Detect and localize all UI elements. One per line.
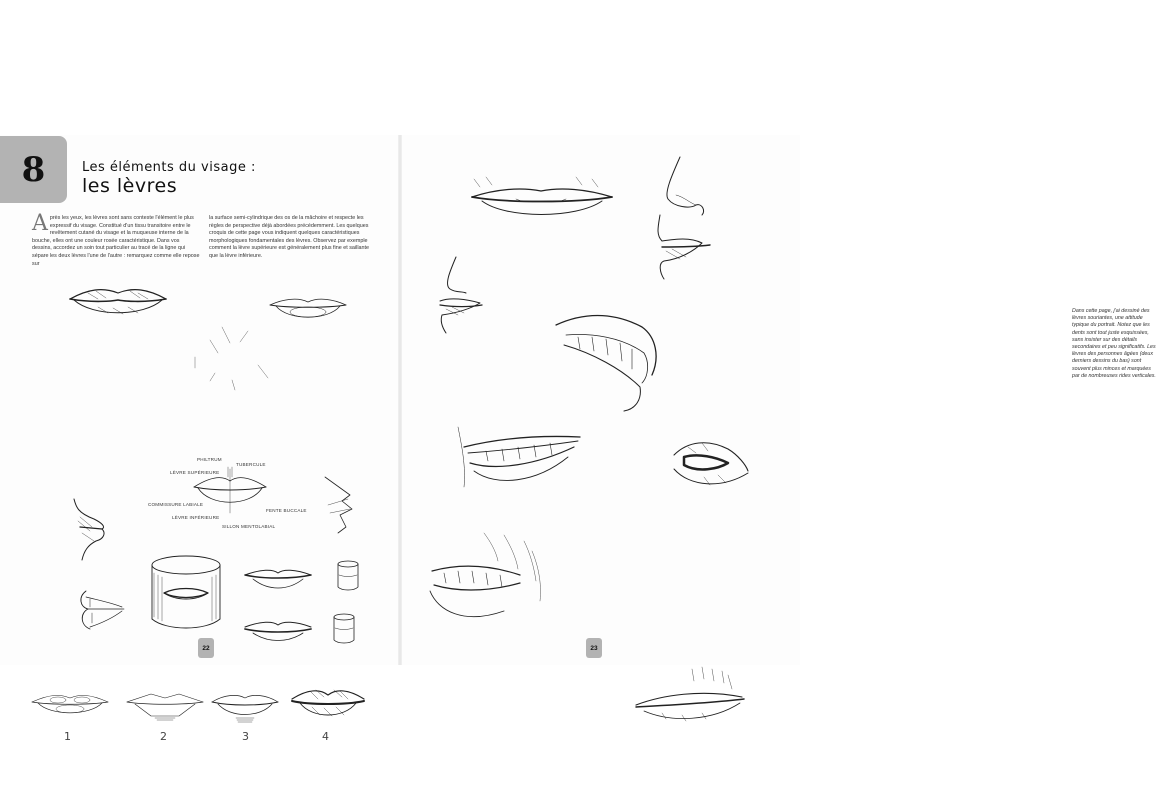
- aged-smile-sketch: [424, 531, 554, 631]
- chapter-title-line1: Les éléments du visage :: [82, 160, 256, 175]
- right-page-caption: Dans cette page, j'ai dessiné des lèvres souriantes, une attitude typique du portrait. Notez que les dents sont tout juste esquissées, sans insister sur des détails secondaires et peu significatifs. Les lèvres des personnes âgées (deux derniers dessins du bas) sont souvent plus minces et marquées par de nombreuses rides verticales.: [1072, 308, 1156, 379]
- step-number-1: 1: [64, 730, 71, 743]
- grin-sketch-middle: [552, 303, 662, 413]
- mouth-sketch-open: [243, 565, 313, 595]
- step-4-sketch: [290, 685, 366, 721]
- label-sillon: SILLON MENTOLABIAL: [222, 524, 276, 529]
- label-philtrum: PHILTRUM: [197, 457, 222, 462]
- page-number-right: 23: [586, 638, 602, 658]
- intro-column-2: la surface semi-cylindrique des os de la mâchoire et respecte les règles de perspective déjà abordées précédemment. Les quelques croquis de cette page vous indiquent quelques caractéristiques morphologiques fondamentales des lèvres. Observez par exemple comment la lèvre supérieure est généralement plus fine et saillante que la lèvre inférieure.: [209, 215, 370, 259]
- label-fente-buccale: FENTE BUCCALE: [266, 508, 307, 513]
- label-tubercule: TUBERCULE: [236, 462, 266, 467]
- smile-sketch-wide: [456, 417, 586, 507]
- step-1-sketch: [30, 690, 110, 720]
- step-number-2: 2: [160, 730, 167, 743]
- step-2-sketch: [125, 690, 205, 722]
- book-spread: [0, 135, 1156, 743]
- mouth-profile-sketch: [66, 497, 116, 562]
- label-levre-superieure: LÈVRE SUPÉRIEURE: [170, 470, 220, 475]
- smiling-lips-sketch-top: [466, 175, 616, 225]
- label-commissure: COMMISSURE LABIALE: [148, 502, 204, 507]
- drop-cap: A: [32, 211, 48, 236]
- aged-lips-sketch: [632, 665, 752, 725]
- open-mouth-sketch: [668, 435, 750, 495]
- profile-nose-lips-sketch: [650, 155, 730, 295]
- cylinder-mouth-sketch: [146, 553, 226, 633]
- small-cylinder-2: [332, 613, 356, 645]
- intro-text-1: près les yeux, les lèvres sont sans conteste l'élément le plus expressif du visage. Constitué d'un tissu transitoire entre le revêtement cutané du visage et la muqueuse interne de la bouche, elles ont une couleur rosée caractéristique. Dans vos dessins, accordez un soin tout particulier au tracé de la ligne qui sépare les deux lèvres l'une de l'autre : remarquez comme elle repose sur: [32, 215, 200, 267]
- mouth-profile-sketch-small: [320, 475, 360, 535]
- lip-volume-sketch: [72, 587, 128, 633]
- chapter-title-line2: les lèvres: [82, 175, 178, 197]
- step-3-sketch: [210, 690, 280, 726]
- step-number-3: 3: [242, 730, 249, 743]
- small-cylinder-1: [336, 560, 360, 592]
- profile-lips-sketch-left: [436, 255, 516, 335]
- mouth-sketch-closed: [243, 617, 313, 645]
- step-number-4: 4: [322, 730, 329, 743]
- left-page: [0, 135, 400, 743]
- page-number-left: 22: [198, 638, 214, 658]
- chapter-number: 8: [21, 149, 46, 190]
- right-page: [400, 135, 1156, 665]
- label-levre-inferieure: LÈVRE INFÉRIEURE: [172, 515, 220, 520]
